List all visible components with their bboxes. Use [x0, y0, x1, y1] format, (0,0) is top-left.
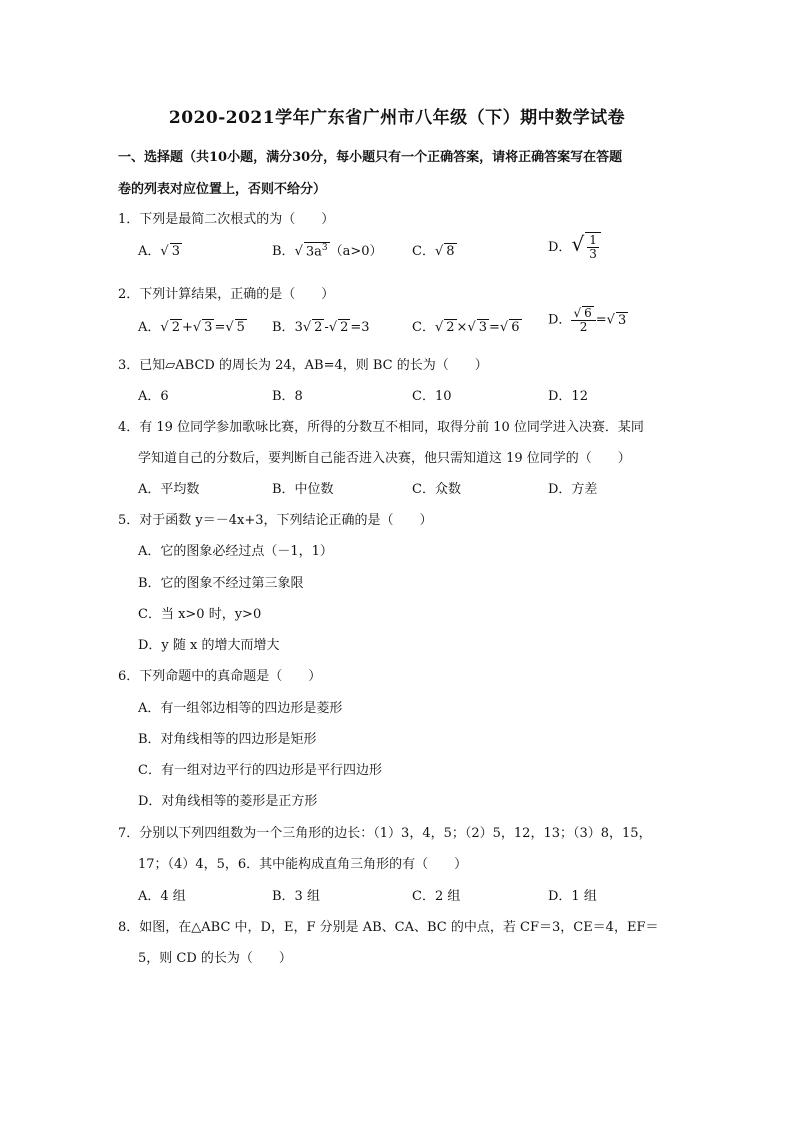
denominator: 2	[579, 320, 588, 334]
q7-option-b: B．3 组	[272, 889, 320, 904]
q2-option-d: D． $\frac{√ 6}{2}$ =√ 3	[548, 306, 627, 334]
radicand: 8	[446, 244, 455, 259]
question-3-stem: 3．已知▱ABCD 的周长为 24，AB=4，则 BC 的长为（ ）	[118, 358, 488, 373]
q3-option-b: B．8	[272, 389, 303, 404]
q4-option-b: B．中位数	[272, 482, 334, 497]
q4-option-a: A．平均数	[138, 482, 200, 497]
operator: ×	[456, 320, 468, 335]
radicand: 2	[340, 320, 349, 335]
q6-option-b: B．对角线相等的四边形是矩形	[138, 732, 317, 747]
question-2-stem: 2．下列计算结果，正确的是（ ）	[118, 287, 335, 302]
radicand	[304, 242, 330, 259]
radicand: 3	[617, 312, 627, 328]
q7-option-a: A．4 组	[138, 889, 186, 904]
q2-option-c: C．√ 2 ×√ 3 =√ 6	[412, 320, 520, 335]
option-label: D．	[548, 312, 572, 328]
q6-option-c: C．有一组对边平行的四边形是平行四边形	[138, 763, 382, 778]
result: =3	[350, 320, 370, 335]
q1-option-c: C．√ 8	[412, 244, 455, 259]
radicand-base: 3a	[305, 244, 322, 259]
radicand: 2	[446, 320, 455, 335]
radicand	[585, 232, 601, 261]
equals: =	[489, 320, 500, 335]
question-4-stem-line-2: 学知道自己的分数后，要判断自己能否进入决赛，他只需知道这 19 位同学的（ ）	[138, 451, 631, 466]
page-title: 2020-2021学年广东省广州市八年级（下）期中数学试卷	[168, 108, 626, 128]
option-label: A．	[138, 320, 161, 335]
radicand: 2	[171, 320, 180, 335]
q3-option-c: C．10	[412, 389, 452, 404]
operator: -	[324, 320, 329, 335]
question-7-stem-line-2: 17；（4）4，5，6．其中能构成直角三角形的有（ ）	[138, 857, 468, 872]
section-heading-line-1: 一、选择题（共10小题，满分30分，每小题只有一个正确答案，请将正确答案写在答题	[118, 150, 623, 165]
q5-option-a: A．它的图象必经过点（－1，1）	[138, 544, 333, 559]
operator: +	[181, 320, 193, 335]
equals: =	[214, 320, 226, 335]
condition: （a>0）	[329, 244, 383, 259]
numerator: √ 6	[571, 306, 595, 321]
q1-option-d: D．√ $\frac{1}{3}$	[548, 232, 601, 261]
question-5-stem: 5．对于函数 y＝－4x+3，下列结论正确的是（ ）	[118, 513, 433, 528]
q2-option-a: A．√ 2 +√ 3 =√ 5	[138, 320, 245, 335]
radicand: 3	[171, 244, 180, 259]
q5-option-c: C．当 x>0 时，y>0	[138, 607, 262, 622]
denominator: 3	[589, 247, 597, 261]
question-6-stem: 6．下列命题中的真命题是（ ）	[118, 669, 322, 684]
option-label: C．	[412, 244, 435, 259]
q6-option-a: A．有一组邻边相等的四边形是菱形	[138, 701, 343, 716]
q3-option-d: D．12	[548, 389, 588, 404]
radicand: 6	[584, 306, 592, 320]
radicand: 5	[236, 320, 245, 335]
q7-option-c: C．2 组	[412, 889, 461, 904]
coefficient: 3	[294, 320, 303, 335]
question-1-stem: 1．下列是最简二次根式的为（ ）	[118, 212, 335, 227]
option-label: B．	[272, 244, 295, 259]
q7-option-d: D．1 组	[548, 889, 597, 904]
q6-option-d: D．对角线相等的菱形是正方形	[138, 794, 318, 809]
equals: =	[595, 312, 607, 328]
numerator: 1	[589, 233, 597, 247]
question-7-stem-line-1: 7．分别以下列四组数为一个三角形的边长：（1）3，4，5；（2）5，12，13；（3）8，15，	[118, 826, 652, 841]
q5-option-d: D．y 随 x 的增大而增大	[138, 638, 280, 653]
option-label: C．	[412, 320, 435, 335]
q4-option-d: D．方差	[548, 482, 598, 497]
question-4-stem-line-1: 4．有 19 位同学参加歌咏比赛，所得的分数互不相同，取得分前 10 位同学进入决赛．某同	[118, 420, 644, 435]
option-label: B．	[272, 320, 295, 335]
q1-option-a: A．√ 3	[138, 244, 180, 259]
q3-option-a: A．6	[138, 389, 169, 404]
option-label: D．	[548, 240, 572, 255]
option-label: A．	[138, 244, 161, 259]
q5-option-b: B．它的图象不经过第三象限	[138, 576, 304, 591]
q1-option-b: B．√ $3a^3$ （a>0）	[272, 242, 383, 259]
exponent: 3	[321, 242, 328, 253]
radicand: 6	[511, 320, 520, 335]
radicand: 2	[314, 320, 323, 335]
radicand: 3	[478, 320, 488, 335]
question-8-stem-line-1: 8．如图，在△ABC 中，D，E，F 分别是 AB、CA、BC 的中点，若 CF＝3，CE＝4，EF＝	[118, 920, 659, 935]
question-8-stem-line-2: 5，则 CD 的长为（ ）	[138, 951, 292, 966]
q4-option-c: C．众数	[412, 482, 461, 497]
q2-option-b: B．3√ 2 -√ 2 =3	[272, 320, 370, 335]
radicand: 3	[204, 320, 213, 335]
section-heading-line-2: 卷的列表对应位置上，否则不给分）	[118, 182, 327, 197]
